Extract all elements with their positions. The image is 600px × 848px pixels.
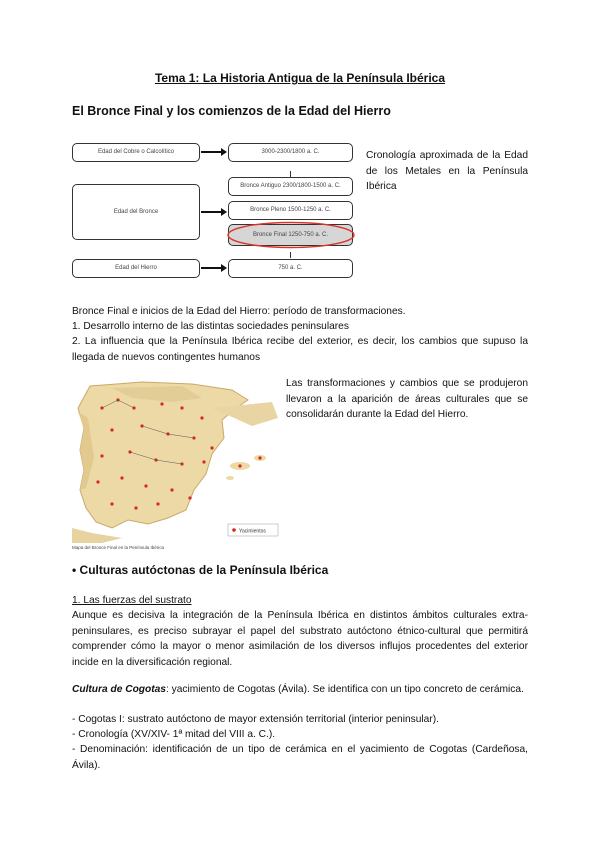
cogotas-item-2: - Cronología (XV/XIV- 1ª mitad del VIII a. C.). (72, 729, 276, 740)
box-3000: 3000-2300/1800 a. C. (228, 143, 353, 162)
box-bronce-antiguo: Bronce Antiguo 2300/1800-1500 a. C. (228, 177, 353, 196)
box-hierro: Edad del Hierro (72, 259, 200, 278)
connector-line (290, 252, 291, 258)
cogotas-definition (72, 682, 528, 698)
highlight-ellipse (225, 220, 357, 250)
arrow-2 (201, 211, 222, 213)
arrow-3 (201, 267, 222, 269)
cogotas-definition-text: : yacimiento de Cogotas (Ávila). Se identifica con un tipo concreto de cerámica. (165, 684, 524, 695)
box-bronce-final: Bronce Final 1250-750 a. C. (228, 224, 353, 246)
sustrato-paragraph: Aunque es decisiva la integración de la Península Ibérica en distintos ámbitos culturales extra-peninsulares, es preciso subrayar el papel del substrato autóctono étnico-cultural que permitirá comprender cómo la mayor o menor asimilación de los diversos influjos procedentes del exterior incide en la diversificación regional. (72, 610, 528, 668)
arrow-1 (201, 151, 222, 153)
section2-heading: • Culturas autóctonas de la Península Ibérica (72, 563, 329, 577)
section-heading: El Bronce Final y los comienzos de la Edad del Hierro (72, 104, 391, 118)
box-calcolitico: Edad del Cobre o Calcolítico (72, 143, 200, 162)
box-750: 750 a. C. (228, 259, 353, 278)
map-text: Las transformaciones y cambios que se produjeron llevaron a la aparición de áreas culturales que se consolidarán durante la Edad del Hierro. (286, 378, 528, 420)
box-bronce: Edad del Bronce (72, 184, 200, 240)
map-figure (72, 378, 282, 543)
map-legend: Yacimientos (239, 528, 266, 535)
cogotas-term: Cultura de Cogotas (72, 684, 166, 695)
cogotas-item-1: - Cogotas I: sustrato autóctono de mayor extensión territorial (interior peninsular). (72, 714, 439, 725)
connector-line (290, 171, 291, 177)
map-source-caption: Mapa del Bronce Final en la Península Ibérica (72, 545, 165, 550)
iberia-map (72, 378, 282, 543)
document-title: Tema 1: La Historia Antigua de la Península Ibérica (154, 71, 446, 85)
diagram-caption: Cronología aproximada de la Edad de los Metales en la Península Ibérica (366, 150, 528, 192)
subheading: 1. Las fuerzas del sustrato (72, 595, 192, 606)
intro-line-2: 1. Desarrollo interno de las distintas sociedades peninsulares (72, 321, 349, 332)
intro-line-3: 2. La influencia que la Península Ibérica recibe del exterior, es decir, los cambios que supuso la llegada de nuevos contingentes humanos (72, 336, 528, 363)
box-bronce-pleno: Bronce Pleno 1500-1250 a. C. (228, 201, 353, 220)
intro-line-1: Bronce Final e inicios de la Edad del Hierro: período de transformaciones. (72, 306, 406, 317)
cogotas-item-3: - Denominación: identificación de un tipo de cerámica en el yacimiento de Cogotas (Cardeñosa, Ávila). (72, 744, 528, 771)
